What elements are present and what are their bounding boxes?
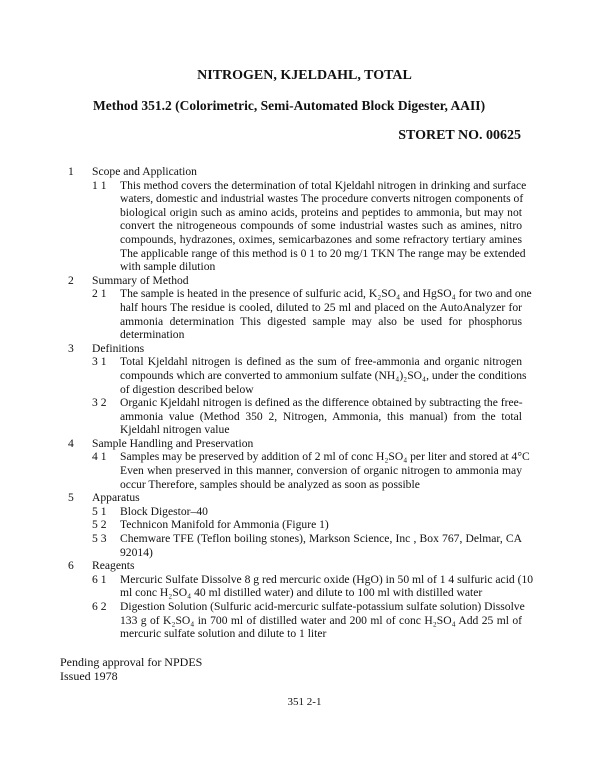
text-line: This method covers the determination of total Kjeldahl nitrogen in drinking and surface	[120, 178, 527, 192]
section-title: Apparatus	[92, 491, 140, 505]
text-line: ml conc H₂SO₄ 40 ml distilled water) and dilute to 100 ml with distilled water	[120, 586, 483, 600]
text-line: Chemware TFE (Teflon boiling stones), Markson Science, Inc , Box 767, Delmar, CA	[120, 532, 522, 546]
text-line: Block Digestor–40	[120, 504, 208, 518]
subsection-number: 4 1	[92, 450, 107, 464]
subsection	[60, 600, 525, 641]
subsection	[60, 518, 522, 532]
text-line: compounds which are converted to ammonium sulfate (NH₄)₂SO₄, under the conditions	[120, 368, 527, 382]
section	[60, 559, 534, 641]
text-line: Samples may be preserved by addition of 2 ml of conc H₂SO₄ per liter and stored at 4°C	[120, 450, 530, 464]
subsection	[60, 505, 522, 519]
text-line: waters, domestic and industrial wastes The procedure converts nitrogen components of	[120, 192, 524, 206]
section-heading	[60, 342, 522, 356]
section	[60, 341, 527, 437]
text-line: ammonia determination This digested sample may also be used for phosphorus	[120, 314, 522, 328]
text-line: biological origin such as amino acids, proteins and peptides to ammonia, but may not	[120, 205, 522, 219]
footer-notes	[60, 655, 202, 683]
text-line: Even when preserved in this manner, conversion of organic nitrogen to ammonia may	[120, 464, 522, 478]
subsection	[60, 450, 530, 491]
document-title: NITROGEN, KJELDAHL, TOTAL	[197, 68, 412, 83]
section-title: Summary of Method	[92, 273, 189, 287]
text-line: compounds, hydrazones, oximes, semicarbazones and some refractory tertiary amines	[120, 232, 522, 246]
text-line: determination	[120, 328, 185, 342]
text-line: Organic Kjeldahl nitrogen is defined as the difference obtained by subtracting the free-	[120, 396, 523, 410]
text-line: 92014)	[120, 545, 153, 559]
subsection-number: 5 2	[92, 518, 107, 532]
section	[60, 165, 527, 274]
section	[60, 273, 532, 342]
subsection-number: 3 2	[92, 396, 107, 410]
section-heading	[60, 437, 522, 451]
text-line: ammonia value (Method 350 2, Nitrogen, Ammonia, this manual) from the total	[120, 409, 522, 423]
subsection-number: 5 1	[92, 504, 107, 518]
subsection	[60, 396, 522, 437]
subsection	[60, 572, 534, 600]
text-line: Mercuric Sulfate Dissolve 8 g red mercuric oxide (HgO) in 50 ml of 1 4 sulfuric acid (10	[120, 572, 534, 586]
text-line: occur Therefore, samples should be analyzed as soon as possible	[120, 477, 420, 491]
text-line: Kjeldahl nitrogen value	[120, 423, 230, 437]
text-line: The applicable range of this method is 0 1 to 20 mg/1 TKN The range may be extended	[120, 246, 526, 260]
section-heading	[60, 274, 522, 288]
section-title: Reagents	[92, 559, 135, 573]
page-number: 351 2-1	[287, 696, 322, 708]
section	[60, 436, 530, 491]
subsection-number: 6 1	[92, 572, 107, 586]
section-number: 4	[68, 436, 74, 450]
section-heading	[60, 491, 522, 505]
section-title: Definitions	[92, 341, 145, 355]
text-line: half hours The residue is cooled, diluted to 25 ml and placed on the AutoAnalyzer for	[120, 300, 522, 314]
approval-note: Pending approval for NPDES	[60, 655, 203, 669]
text-line: Total Kjeldahl nitrogen is defined as the sum of free-ammonia and organic nitrogen	[120, 355, 522, 369]
text-line: mercuric sulfate solution and dilute to 1 liter	[120, 627, 327, 641]
subsection	[60, 532, 522, 559]
subsection	[60, 287, 532, 342]
text-line: with sample dilution	[120, 260, 216, 274]
subsection-number: 2 1	[92, 287, 107, 301]
text-line: of digestion described below	[120, 382, 254, 396]
section-number: 6	[68, 559, 74, 573]
section-number: 2	[68, 273, 74, 287]
section-title: Sample Handling and Preservation	[92, 436, 254, 450]
subsection-number: 3 1	[92, 355, 107, 369]
section-title: Scope and Application	[92, 165, 197, 178]
section-number: 1	[68, 165, 74, 178]
section-number: 3	[68, 341, 74, 355]
section-number: 5	[68, 491, 74, 505]
document-body	[60, 165, 534, 641]
text-line: 133 g of K₂SO₄ in 700 ml of distilled water and 200 ml of conc H₂SO₄ Add 25 ml of	[120, 613, 522, 627]
text-line: Digestion Solution (Sulfuric acid-mercuric sulfate-potassium sulfate solution) Dissolve	[120, 600, 525, 613]
subsection-number: 5 3	[92, 532, 107, 546]
method-subtitle: Method 351.2 (Colorimetric, Semi-Automated Block Digester, AAII)	[93, 98, 486, 113]
section	[60, 491, 522, 559]
subsection-number: 1 1	[92, 178, 107, 192]
subsection-number: 6 2	[92, 600, 107, 613]
section-heading	[60, 165, 522, 179]
subsection	[60, 355, 527, 396]
section-heading	[60, 559, 522, 573]
storet-number: STORET NO. 00625	[398, 128, 521, 143]
issued-note: Issued 1978	[60, 669, 118, 683]
text-line: convert the nitrogeneous compounds of some industrial wastes such as amines, nitro	[120, 219, 522, 233]
text-line: Technicon Manifold for Ammonia (Figure 1)	[120, 518, 329, 532]
subsection	[60, 178, 527, 274]
text-line: The sample is heated in the presence of sulfuric acid, K₂SO₄ and HgSO₄ for two and one	[120, 287, 532, 301]
